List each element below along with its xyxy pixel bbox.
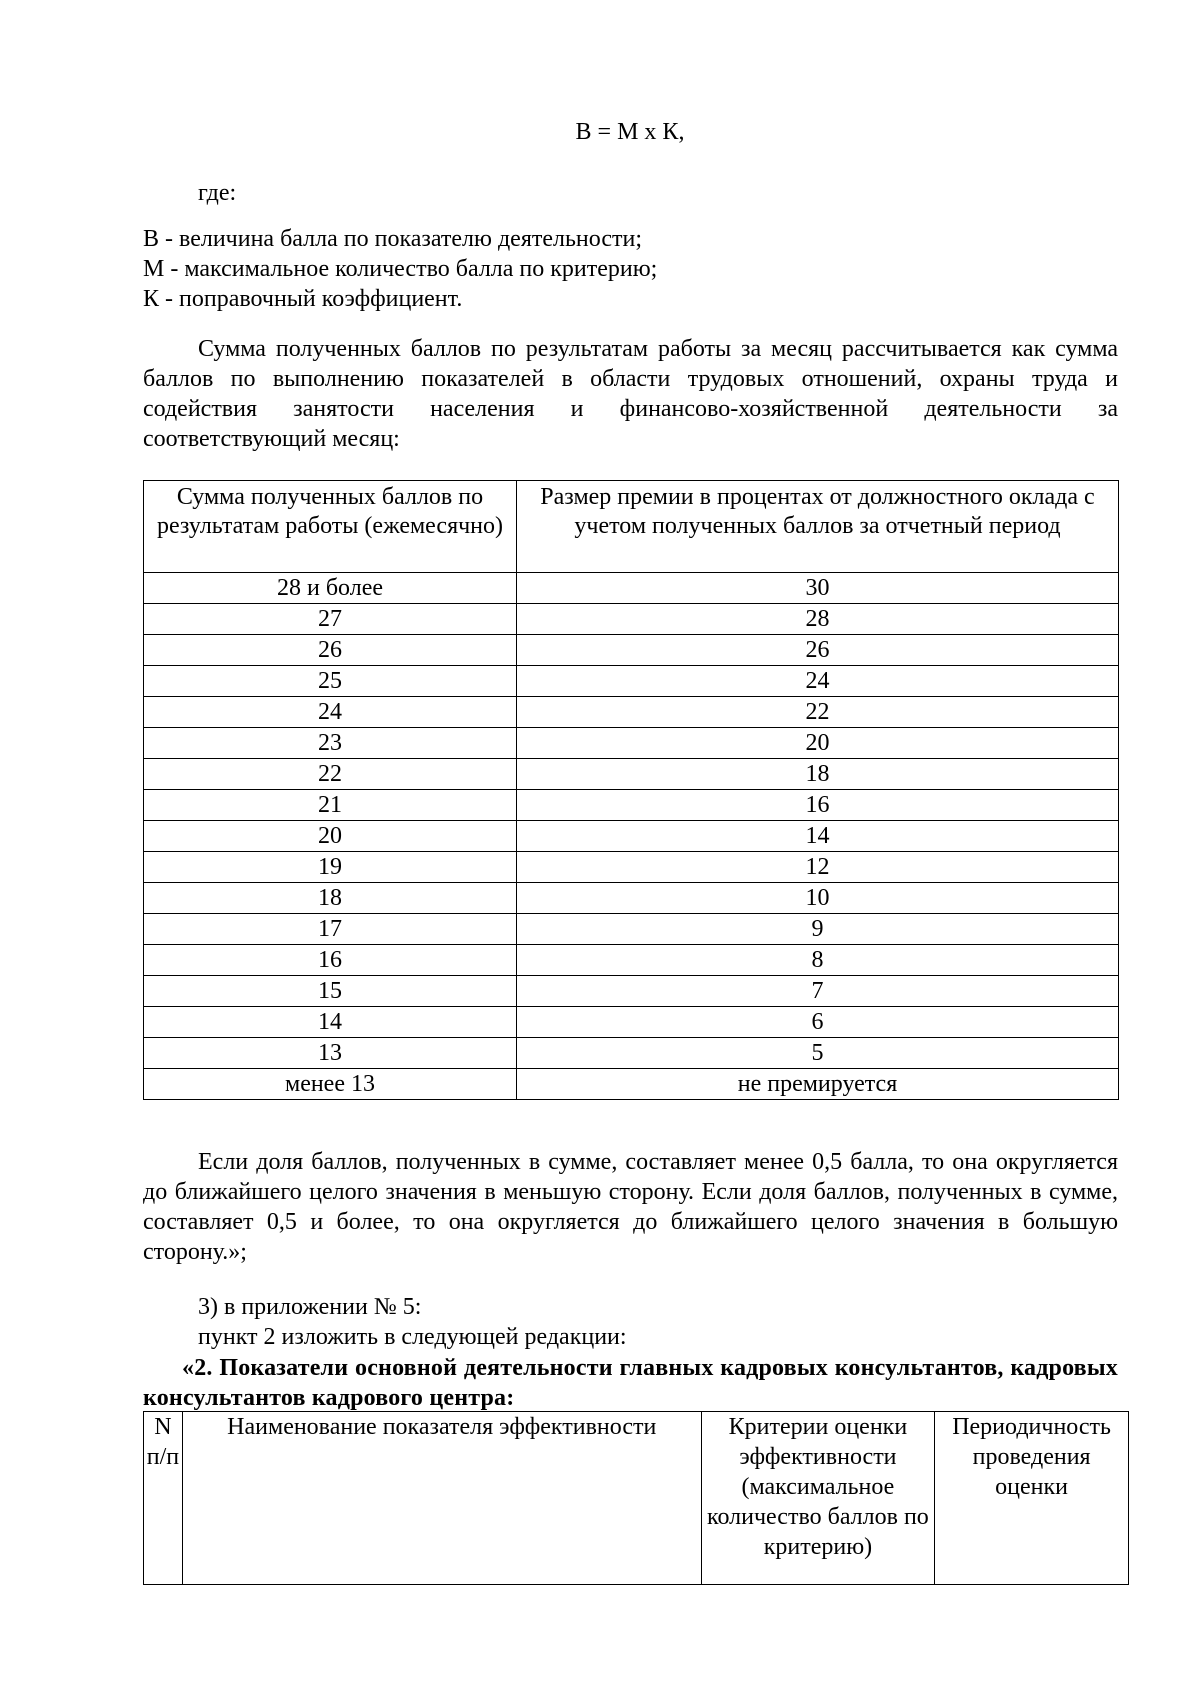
indicators-table-header — [144, 1412, 1129, 1585]
definition-b: В - величина балла по показателю деятельности; — [143, 226, 643, 252]
score-bonus-cell: 14 — [517, 821, 1119, 852]
score-points-cell: 17 — [144, 914, 517, 945]
score-bonus-cell: 5 — [517, 1038, 1119, 1069]
score-header-bonus: Размер премии в процентах от должностного оклада с учетом полученных баллов за отчетный период — [517, 481, 1119, 573]
formula: В = М х К, — [575, 119, 685, 145]
score-table-row — [144, 976, 1119, 1007]
score-bonus-cell: 8 — [517, 945, 1119, 976]
score-header-points: Сумма полученных баллов по результатам работы (ежемесячно) — [144, 481, 517, 573]
score-bonus-cell: 24 — [517, 666, 1119, 697]
score-bonus-cell: 26 — [517, 635, 1119, 666]
score-bonus-cell: 16 — [517, 790, 1119, 821]
score-bonus-cell: 7 — [517, 976, 1119, 1007]
score-points-cell: 28 и более — [144, 573, 517, 604]
score-table-row — [144, 1038, 1119, 1069]
score-table-row — [144, 852, 1119, 883]
score-points-cell: 13 — [144, 1038, 517, 1069]
score-points-cell: 16 — [144, 945, 517, 976]
score-table-row — [144, 635, 1119, 666]
point-2-instruction: пункт 2 изложить в следующей редакции: — [198, 1324, 627, 1350]
score-points-cell: 26 — [144, 635, 517, 666]
paragraph-sum-description: Сумма полученных баллов по результатам работы за месяц рассчитывается как сумма баллов по выполнению показателей в области трудовых отношений, охраны труда и содействия занятости населения и финансово-хозяйственной деятельности за соответствующий месяц: — [143, 336, 1118, 452]
score-table-row — [144, 1069, 1119, 1100]
score-points-cell: 14 — [144, 1007, 517, 1038]
score-bonus-cell: 18 — [517, 759, 1119, 790]
score-table — [143, 480, 1119, 1100]
score-table-header — [144, 481, 1119, 573]
score-bonus-cell: 6 — [517, 1007, 1119, 1038]
score-table-row — [144, 821, 1119, 852]
score-points-cell: 19 — [144, 852, 517, 883]
definition-k: К - поправочный коэффициент. — [143, 286, 463, 312]
score-points-cell: 23 — [144, 728, 517, 759]
definitions-list — [143, 224, 657, 314]
where-label: где: — [198, 180, 237, 206]
score-points-cell: 18 — [144, 883, 517, 914]
definition-m: М - максимальное количество балла по критерию; — [143, 256, 658, 282]
score-bonus-cell: 12 — [517, 852, 1119, 883]
indicators-header-criteria: Критерии оценки эффективности (максимальное количество баллов по критерию) — [701, 1412, 935, 1585]
indicators-header-periodicity: Периодичность проведения оценки — [935, 1412, 1129, 1585]
score-table-row — [144, 790, 1119, 821]
score-points-cell: 25 — [144, 666, 517, 697]
score-points-cell: 20 — [144, 821, 517, 852]
score-bonus-cell: 9 — [517, 914, 1119, 945]
indicators-table — [143, 1411, 1129, 1585]
score-points-cell: 22 — [144, 759, 517, 790]
score-bonus-cell: не премируется — [517, 1069, 1119, 1100]
score-table-row — [144, 604, 1119, 635]
score-table-row — [144, 1007, 1119, 1038]
indicators-header-number: N п/п — [144, 1412, 183, 1585]
score-bonus-cell: 30 — [517, 573, 1119, 604]
score-points-cell: менее 13 — [144, 1069, 517, 1100]
score-points-cell: 27 — [144, 604, 517, 635]
score-table-row — [144, 883, 1119, 914]
paragraph-rounding: Если доля баллов, полученных в сумме, составляет менее 0,5 балла, то она округляется до ближайшего целого значения в меньшую сторону. Если доля баллов, полученных в сумме, составляет 0,5 и более, то она округляется до ближайшего целого значения в большую сторону.»; — [143, 1149, 1118, 1265]
item-3: 3) в приложении № 5: — [198, 1294, 422, 1320]
score-table-row — [144, 945, 1119, 976]
score-table-row — [144, 666, 1119, 697]
score-table-row — [144, 697, 1119, 728]
score-points-cell: 21 — [144, 790, 517, 821]
score-points-cell: 15 — [144, 976, 517, 1007]
section-heading: «2. Показатели основной деятельности главных кадровых консультантов, кадровых консультантов кадрового центра: — [143, 1355, 1118, 1411]
indicators-header-name: Наименование показателя эффективности — [182, 1412, 701, 1585]
score-bonus-cell: 22 — [517, 697, 1119, 728]
score-table-row — [144, 759, 1119, 790]
score-bonus-cell: 20 — [517, 728, 1119, 759]
score-points-cell: 24 — [144, 697, 517, 728]
score-table-row — [144, 914, 1119, 945]
score-bonus-cell: 28 — [517, 604, 1119, 635]
score-table-row — [144, 573, 1119, 604]
score-bonus-cell: 10 — [517, 883, 1119, 914]
score-table-row — [144, 728, 1119, 759]
